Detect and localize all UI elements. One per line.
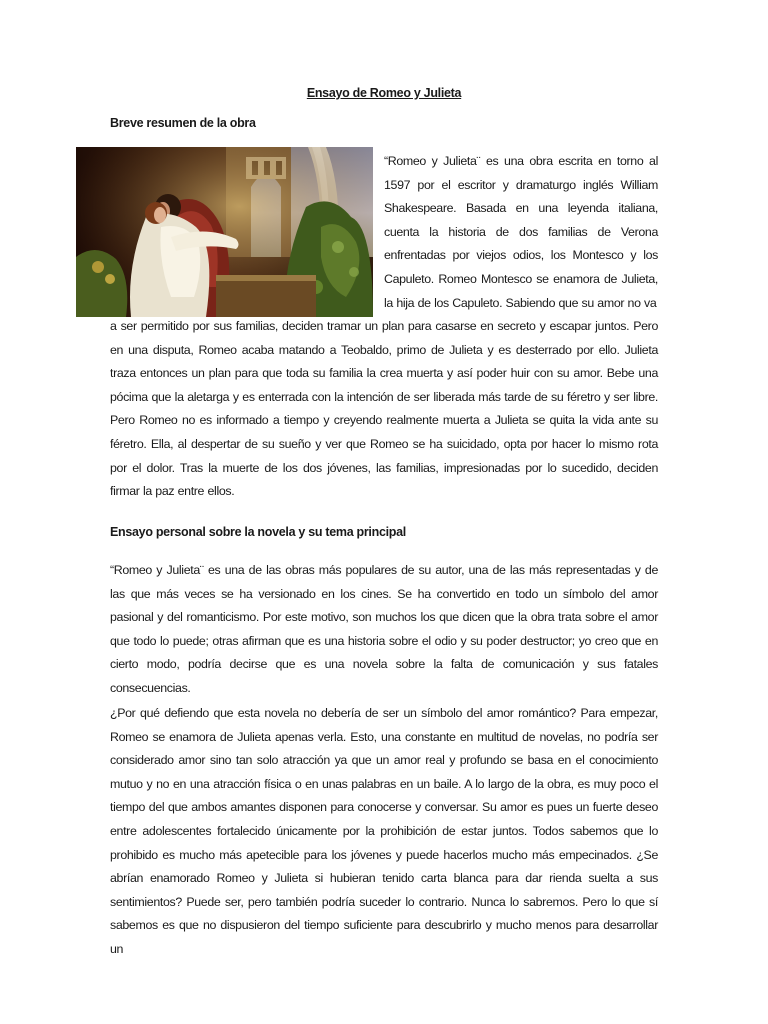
summary-text-wrapped: “Romeo y Julieta¨ es una obra escrita en torno al 1597 por el escritor y dramaturgo inglés William Shakespeare. Basada en una leyenda italiana, cuenta la historia de dos familias de Verona enfrentadas por viejos odios, los Montesco y los Capuleto. Romeo Montesco se enamora de Julieta, la hija de los Capuleto. Sabiendo que su amor no va <box>384 154 658 310</box>
page-title: Ensayo de Romeo y Julieta <box>306 86 462 100</box>
section-heading-essay: Ensayo personal sobre la novela y su tema principal <box>110 525 406 539</box>
romeo-juliet-painting <box>76 147 373 317</box>
section-heading-summary: Breve resumen de la obra <box>110 116 256 130</box>
essay-paragraph-1: “Romeo y Julieta¨ es una de las obras más populares de su autor, una de las más representadas y de las que más veces se ha versionado en los cines. Se ha convertido en todo un símbolo del amor pasional y del romanticismo. Por este motivo, son muchos los que dicen que la obra trata sobre el amor que todo lo puede; otras afirman que es una historia sobre el odio y su poder destructor; yo creo que en cierto modo, podría decirse que es una novela sobre la falta de comunicación y sus fatales consecuencias. <box>110 563 658 695</box>
essay-paragraph-2: ¿Por qué defiendo que esta novela no debería de ser un símbolo del amor romántico? Para empezar, Romeo se enamora de Julieta apenas verla. Esto, una constante en multitud de novelas, no podría ser considerado amor sino tan solo atracción ya que un amor real y profundo se basa en el conocimiento mutuo y no en una atracción física o en unas palabras en un baile. A lo largo de la obra, es muy poco el tiempo del que ambos amantes disponen para conocerse y conversar. Su amor es pues un fuerte deseo entre adolescentes fortalecido únicamente por la prohibición de estar juntos. Todos sabemos que lo prohibido es mucho más apetecible para los jóvenes y puede hacerlos mucho más empecinados. ¿Se abrían enamorado Romeo y Julieta si hubieran tenido carta blanca para dar rienda suelta a sus sentimientos? Puede ser, pero también podría suceder lo contrario. Nunca lo sabremos. Pero lo que sí sabemos es que no dispusieron del tiempo suficiente para descubrirlo y mucho menos para desarrollar un <box>110 706 658 956</box>
romeo-juliet-painting-icon <box>76 147 373 317</box>
summary-text: a ser permitido por sus familias, deciden tramar un plan para casarse en secreto y escapar juntos. Pero en una disputa, Romeo acaba matando a Teobaldo, primo de Julieta y es desterrado por ello. Julieta traza entonces un plan para que toda su familia la crea muerta y así poder huir con su amor. Bebe una pócima que la aletarga y es enterrada con la intención de ser liberada más tarde de su féretro y ser libre. Pero Romeo no es informado a tiempo y creyendo realmente muerta a Julieta se quita la vida ante su féretro. Ella, al despertar de su sueño y ver que Romeo se ha suicidado, opta por hacer lo mismo rota por el dolor. Tras la muerte de los dos jóvenes, las familias, impresionadas por lo sucedido, deciden firmar la paz entre ellos. <box>110 319 658 499</box>
